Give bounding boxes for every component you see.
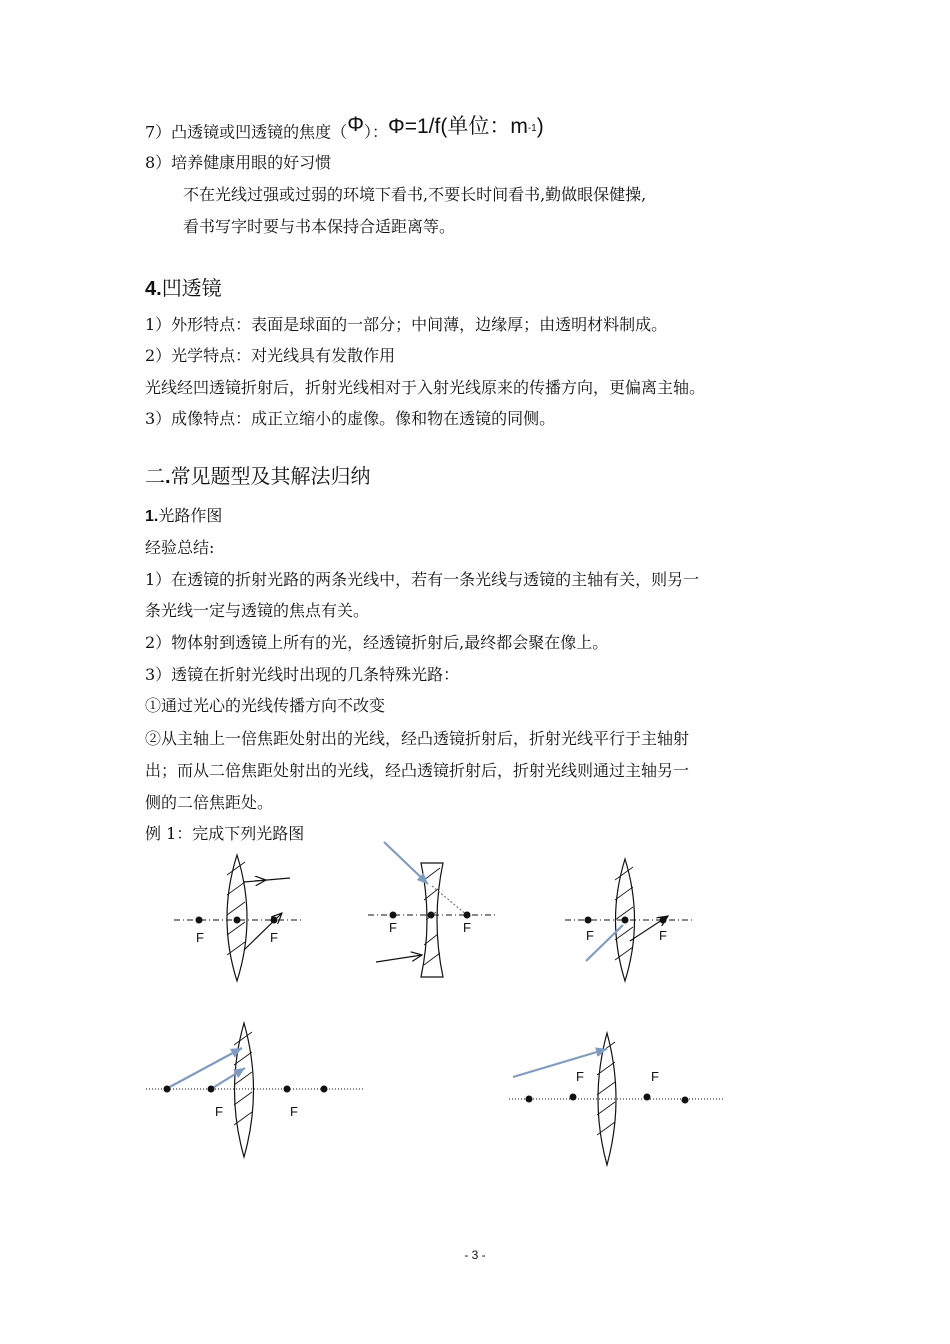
focus-label: F	[196, 930, 204, 945]
double-focus-left	[164, 1086, 171, 1093]
diagram-5-convex-lens	[509, 1033, 725, 1165]
light-path-num: 1.	[145, 508, 159, 525]
diagram-3-convex-lens	[565, 859, 692, 981]
optical-center	[428, 912, 435, 919]
page-number: - 3 -	[464, 1248, 486, 1262]
focus-point-right	[660, 917, 667, 924]
special-path-2-line3: 侧的二倍焦距处。	[145, 793, 274, 812]
concave-heading-title: 凹透镜	[161, 276, 222, 300]
section2-heading-rest: 常见题型及其解法归纳	[170, 464, 371, 488]
ray-parallel	[244, 878, 290, 882]
focus-point-right	[284, 1086, 291, 1093]
section2-heading-dot: .	[165, 466, 171, 488]
focus-label: F	[576, 1069, 584, 1084]
focus-point-right	[464, 912, 471, 919]
focus-label: F	[290, 1104, 298, 1119]
special-path-2-line2: 出；而从二倍焦距处射出的光线，经凸透镜折射后，折射光线则通过主轴另一	[145, 761, 690, 780]
focus-point-left	[585, 917, 592, 924]
focus-point-left	[196, 917, 203, 924]
convex-lens	[235, 1023, 254, 1157]
focus-point-left	[390, 912, 397, 919]
light-path-title: 光路作图	[158, 506, 223, 525]
focus-label: F	[215, 1104, 223, 1119]
experience-summary: 经验总结:	[145, 538, 215, 557]
double-focus-left	[526, 1096, 533, 1103]
diagram-1-convex-lens	[174, 855, 302, 981]
unit-superscript: -1	[527, 123, 537, 134]
diagram-2-concave-lens	[368, 842, 498, 977]
double-focus-right	[321, 1086, 328, 1093]
diagram-4-convex-lens	[146, 1023, 364, 1157]
concave-heading-num: 4.	[145, 278, 162, 300]
focus-label: F	[586, 928, 594, 943]
focus-point-right	[644, 1094, 651, 1101]
concave-imaging: 3）成像特点：成正立缩小的虚像。像和物在透镜的同侧。	[145, 409, 556, 428]
concave-refraction: 光线经凹透镜折射后，折射光线相对于入射光线原来的传播方向，更偏离主轴。	[145, 378, 706, 397]
item8-body-1: 不在光线过强或过弱的环境下看书,不要长时间看书,勤做眼保健操,	[183, 185, 647, 204]
incident-ray	[513, 1049, 607, 1077]
incident-ray	[211, 1068, 245, 1089]
focus-label: F	[270, 930, 278, 945]
item8-title: 8）培养健康用眼的好习惯	[145, 153, 332, 172]
concave-optics: 2）光学特点：对光线具有发散作用	[145, 346, 396, 365]
optical-center	[234, 917, 241, 924]
item7-mid: ）：	[363, 122, 388, 142]
focus-point-right	[271, 917, 278, 924]
incident-ray	[166, 1048, 242, 1089]
focus-label: F	[651, 1069, 659, 1084]
rule3: 3）透镜在折射光线时出现的几条特殊光路：	[145, 665, 460, 684]
formula-close: )	[536, 115, 544, 139]
item8-body-2: 看书写字时要与书本保持合适距离等。	[183, 217, 456, 236]
focus-label: F	[659, 928, 667, 943]
double-focus-right	[682, 1097, 689, 1104]
example-1-label: 例 1：完成下列光路图	[145, 824, 305, 843]
focus-label: F	[389, 920, 397, 935]
special-path-1: ①通过光心的光线传播方向不改变	[145, 696, 386, 715]
rule1-line2: 条光线一定与透镜的焦点有关。	[145, 601, 370, 620]
focus-point-left	[208, 1086, 215, 1093]
concave-shape: 1）外形特点：表面是球面的一部分；中间薄，边缘厚；由透明材料制成。	[145, 315, 668, 334]
item7-prefix: 7）凸透镜或凹透镜的焦度（	[145, 122, 348, 142]
focus-label: F	[463, 920, 471, 935]
section2-heading-prefix: 二	[145, 464, 165, 488]
focal-power-formula: Φ=1/f(单位：m	[387, 115, 528, 139]
ray-arrowhead	[254, 880, 266, 881]
incident-ray	[376, 955, 422, 962]
rule2: 2）物体射到透镜上所有的光，经透镜折射后,最终都会聚在像上。	[145, 633, 609, 652]
special-path-2-line1: ②从主轴上一倍焦距处射出的光线，经凸透镜折射后，折射光线平行于主轴射	[145, 729, 690, 748]
phi-symbol: Φ	[347, 113, 364, 137]
rule1-line1: 1）在透镜的折射光路的两条光线中，若有一条光线与透镜的主轴有关，则另一	[145, 570, 700, 589]
focus-point-left	[570, 1094, 577, 1101]
optical-center	[622, 917, 629, 924]
